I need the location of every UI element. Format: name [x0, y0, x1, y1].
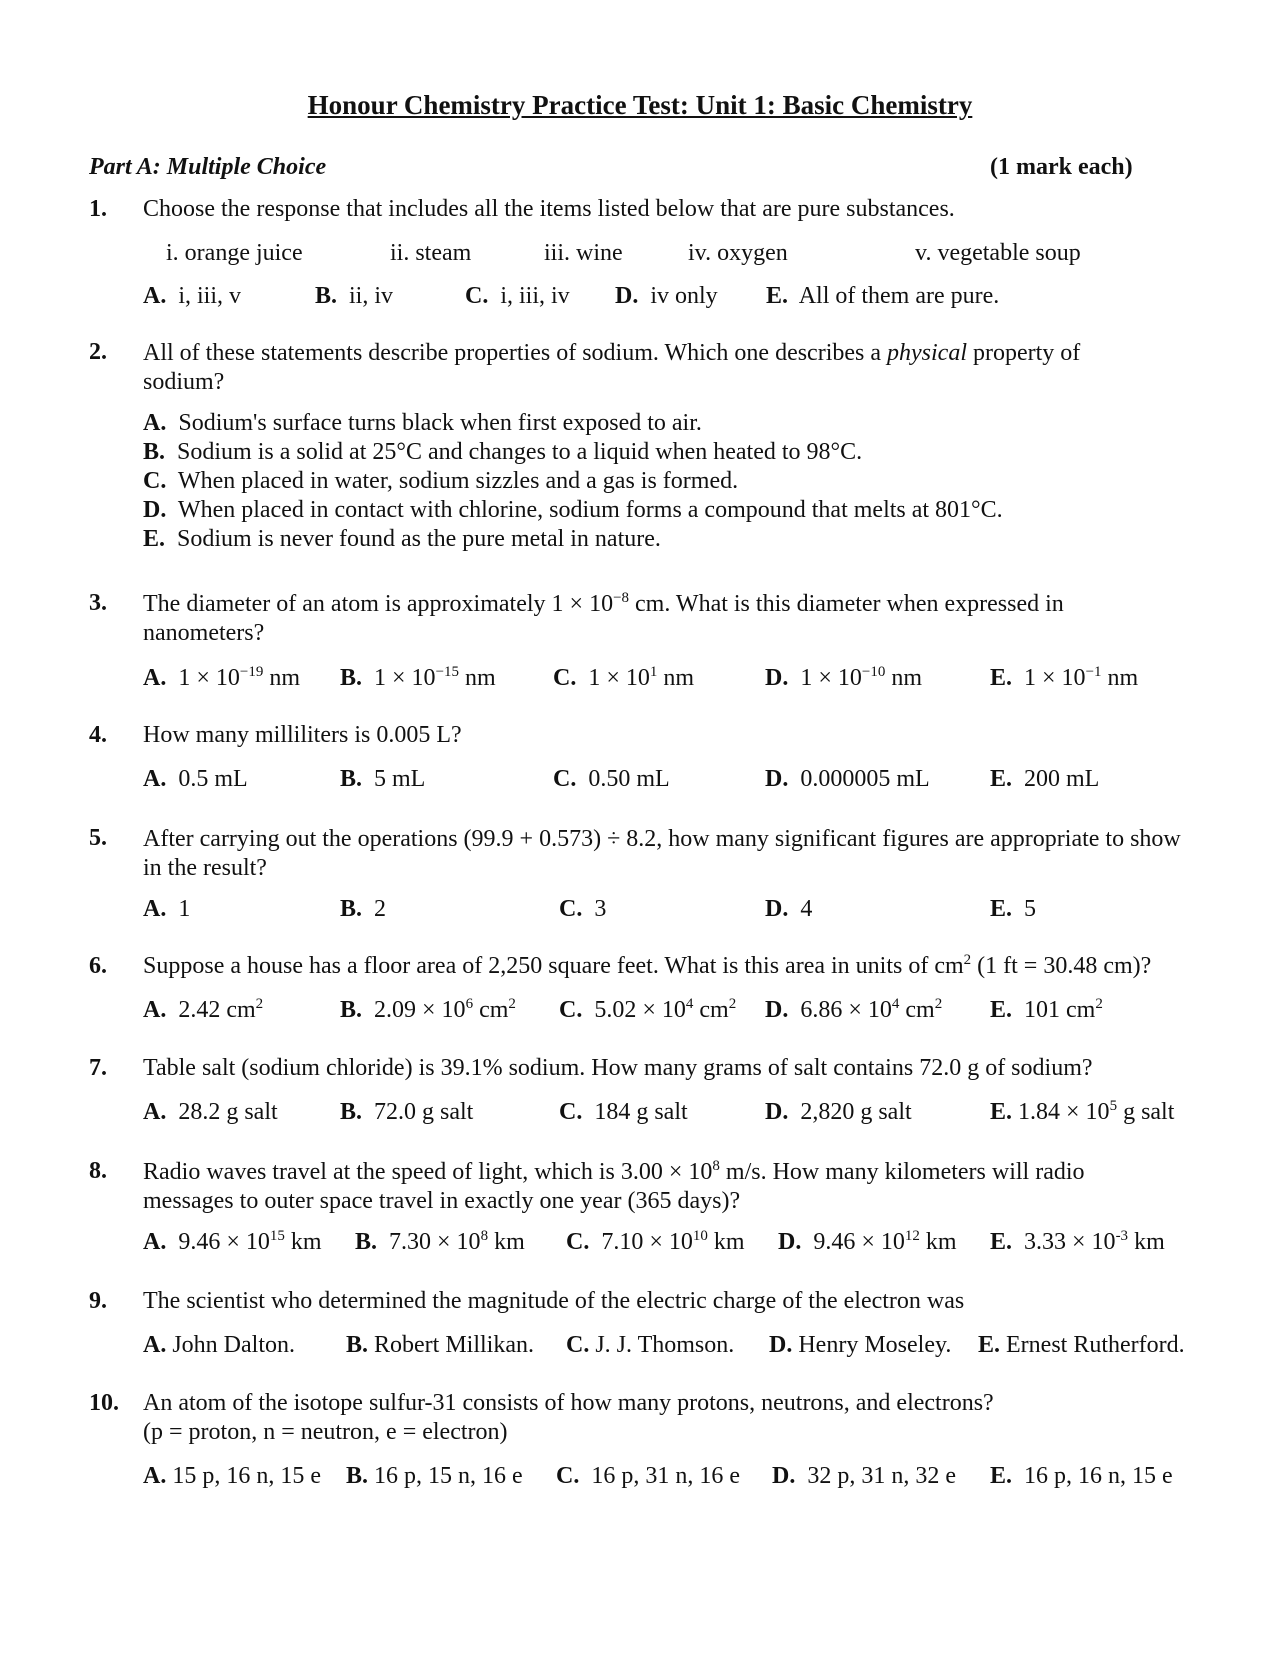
option-b: B. 16 p, 15 n, 16 e — [346, 1463, 523, 1489]
option-d: D. 32 p, 31 n, 32 e — [772, 1463, 956, 1489]
option-c: C. 184 g salt — [559, 1099, 688, 1125]
option-d: D. 2,820 g salt — [765, 1099, 912, 1125]
option-a: A. 0.5 mL — [143, 766, 248, 792]
question-number: 7. — [89, 1055, 107, 1081]
option-c: C. $7.10 \times 10^{10}$ km — [566, 1228, 745, 1255]
question-number: 3. — [89, 590, 107, 616]
option-letter: A. — [143, 410, 167, 436]
option-letter: A. — [143, 283, 167, 309]
option-b: B. Robert Millikan. — [346, 1332, 534, 1358]
option-letter: B. — [315, 283, 338, 309]
option-text: iv only — [650, 283, 718, 309]
question-text: The scientist who determined the magnitude of the electric charge of the electron was — [143, 1288, 965, 1314]
option-text: Sodium is never found as the pure metal in nature. — [177, 526, 661, 552]
option-letter: B. — [143, 439, 166, 465]
option-b: B. 5 mL — [340, 766, 426, 792]
question-number: 10. — [89, 1390, 119, 1416]
question-text: Choose the response that includes all the items listed below that are pure substances. — [143, 196, 955, 222]
option-text: Sodium is a solid at 25°C and changes to a liquid when heated to 98°C. — [177, 439, 863, 465]
question-number: 2. — [89, 339, 107, 365]
option-a: A. John Dalton. — [143, 1332, 296, 1358]
option-letter: D. — [615, 283, 639, 309]
option-c — [143, 467, 738, 496]
option-letter: C. — [143, 468, 167, 494]
option-b: B. $7.30 \times 10^8$ km — [355, 1228, 525, 1255]
option-c: C. 16 p, 31 n, 16 e — [556, 1463, 740, 1489]
list-item: v. vegetable soup — [915, 240, 1081, 266]
option-a — [143, 409, 702, 438]
list-item: i. orange juice — [166, 240, 303, 266]
option-text: When placed in contact with chlorine, sodium forms a compound that melts at 801°C. — [177, 497, 1003, 523]
option-text: Sodium's surface turns black when first exposed to air. — [178, 410, 702, 436]
option-d: D. $9.46 \times 10^{12}$ km — [778, 1228, 957, 1255]
option-text: All of them are pure. — [798, 283, 1000, 309]
option-d — [143, 496, 1003, 525]
option-a — [143, 283, 241, 310]
option-letter: C. — [465, 283, 489, 309]
option-c — [465, 283, 570, 310]
option-e: E. 5 — [990, 896, 1037, 922]
option-text: i, iii, v — [178, 283, 242, 309]
option-d: D. Henry Moseley. — [769, 1332, 952, 1358]
question-text: An atom of the isotope sulfur-31 consists of how many protons, neutrons, and electrons? — [143, 1390, 994, 1416]
option-text: When placed in water, sodium sizzles and a gas is formed. — [177, 468, 739, 494]
question-number: 8. — [89, 1158, 107, 1184]
option-letter: E. — [766, 283, 789, 309]
option-a: A. 2.42 $cm^2$ — [143, 996, 264, 1023]
question-text: Radio waves travel at the speed of light, which is $3.00 \times 10^8$ m/s. How many kilometers will radio messages to outer space travel in exactly one year (365 days)? — [143, 1158, 1085, 1214]
part-a-label: Part A: Multiple Choice — [89, 154, 327, 180]
option-e: E. 16 p, 16 n, 15 e — [990, 1463, 1173, 1489]
option-c: C. $5.02 \times 10^4$ $cm^2$ — [559, 996, 737, 1023]
question-number: 1. — [89, 196, 107, 222]
option-b: B. 72.0 g salt — [340, 1099, 474, 1125]
option-a: A. 28.2 g salt — [143, 1099, 278, 1125]
question-text: How many milliliters is 0.005 L? — [143, 722, 462, 748]
page-title: Honour Chemistry Practice Test: Unit 1: Basic Chemistry — [307, 90, 973, 120]
question-text: Suppose a house has a floor area of 2,250 square feet. What is this area in units of $cm^2$ (1 ft = 30.48 cm)? — [143, 952, 1152, 979]
option-letter: D. — [143, 497, 167, 523]
list-item: ii. steam — [390, 240, 472, 266]
option-d: D. $1 \times 10^{-10}$ nm — [765, 664, 923, 691]
option-e — [766, 283, 999, 310]
option-c: C. 3 — [559, 896, 607, 922]
question-text: The diameter of an atom is approximately $1 \times 10^{-8}$ cm. What is this diameter when expressed in nanometers? — [143, 590, 1064, 646]
option-e: E. $3.33 \times 10^{-3}$ km — [990, 1228, 1165, 1255]
option-d: D. $6.86 \times 10^4$ $cm^2$ — [765, 996, 943, 1023]
option-a: A. $1 \times 10^{-19}$ nm — [143, 664, 301, 691]
option-c: C. J. J. Thomson. — [566, 1332, 735, 1358]
option-d: D. 0.000005 mL — [765, 766, 930, 792]
question-text: All of these statements describe properties of sodium. Which one describes a physical property of sodium? — [143, 340, 1081, 395]
question-number: 9. — [89, 1288, 107, 1314]
list-item: iii. wine — [544, 240, 623, 266]
option-d: D. 4 — [765, 896, 813, 922]
option-c: C. 0.50 mL — [553, 766, 670, 792]
option-b — [315, 283, 393, 310]
option-c: C. $1 \times 10^1$ nm — [553, 664, 695, 691]
marks-label: (1 mark each) — [990, 154, 1133, 180]
option-a: A. $9.46 \times 10^{15}$ km — [143, 1228, 322, 1255]
question-text: After carrying out the operations (99.9 + 0.573) ÷ 8.2, how many significant figures are appropriate to show in the result? — [143, 826, 1181, 881]
question-number: 6. — [89, 953, 107, 979]
option-e: E. 200 mL — [990, 766, 1100, 792]
option-text: i, iii, iv — [500, 283, 570, 309]
option-letter: E. — [143, 526, 166, 552]
option-e: E. 101 $cm^2$ — [990, 996, 1103, 1023]
option-e — [143, 525, 661, 554]
list-item: iv. oxygen — [688, 240, 788, 266]
question-text: (p = proton, n = neutron, e = electron) — [143, 1419, 508, 1445]
question-text: Table salt (sodium chloride) is 39.1% sodium. How many grams of salt contains 72.0 g of sodium? — [143, 1055, 1093, 1081]
option-b: B. $2.09 \times 10^6$ $cm^2$ — [340, 996, 516, 1023]
option-a: A. 15 p, 16 n, 15 e — [143, 1463, 321, 1489]
question-number: 4. — [89, 722, 107, 748]
option-e: E. Ernest Rutherford. — [978, 1332, 1185, 1358]
option-text: ii, iv — [349, 283, 394, 309]
option-e: E. $1.84 \times 10^5$ g salt — [990, 1098, 1175, 1125]
option-b: B. 2 — [340, 896, 387, 922]
option-d — [615, 283, 718, 310]
option-b — [143, 438, 862, 467]
option-a: A. 1 — [143, 896, 191, 922]
question-number: 5. — [89, 825, 107, 851]
option-e: E. $1 \times 10^{-1}$ nm — [990, 664, 1139, 691]
option-b: B. $1 \times 10^{-15}$ nm — [340, 664, 496, 691]
